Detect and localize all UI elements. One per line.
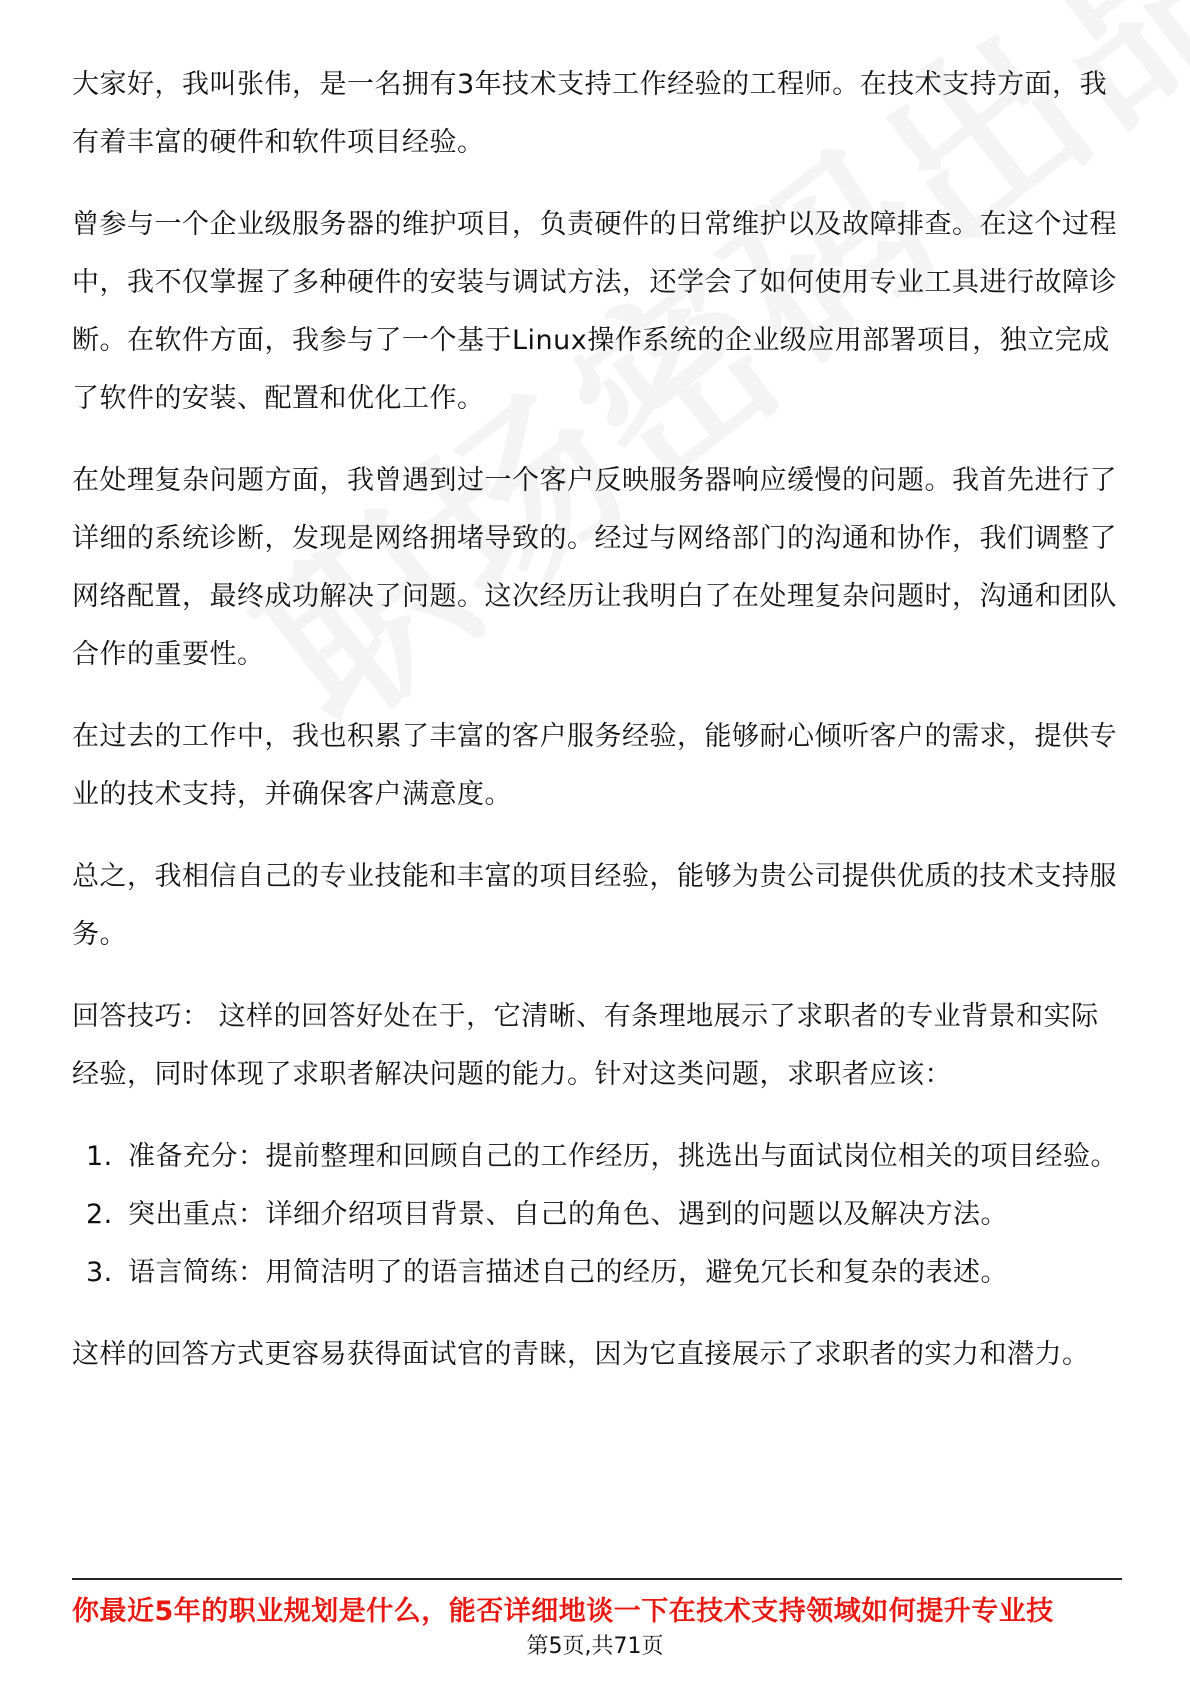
answer-tips-intro: 回答技巧： 这样的回答好处在于，它清晰、有条理地展示了求职者的专业背景和实际经验，同时体现了求职者解决问题的能力。针对这类问题，求职者应该： — [72, 1001, 1099, 1090]
list-item — [72, 1128, 1122, 1186]
list-item-number: 3. — [86, 1257, 113, 1288]
page-number: 第5页,共71页 — [526, 1634, 664, 1659]
list-item-text: 准备充分：提前整理和回顾自己的工作经历，挑选出与面试岗位相关的项目经验。 — [128, 1141, 1118, 1172]
answer-paragraph-projects: 曾参与一个企业级服务器的维护项目，负责硬件的日常维护以及故障排查。在这个过程中，我不仅掌握了多种硬件的安装与调试方法，还学会了如何使用专业工具进行故障诊断。在软件方面，我参与了一个基于Linux操作系统的企业级应用部署项目，独立完成了软件的安装、配置和优化工作。 — [72, 209, 1117, 414]
answer-paragraph-problem-solving: 在处理复杂问题方面，我曾遇到过一个客户反映服务器响应缓慢的问题。我首先进行了详细的系统诊断，发现是网络拥堵导致的。经过与网络部门的沟通和协作，我们调整了网络配置，最终成功解决了问题。这次经历让我明白了在处理复杂问题时，沟通和团队合作的重要性。 — [72, 465, 1117, 670]
answer-paragraph-customer-service: 在过去的工作中，我也积累了丰富的客户服务经验，能够耐心倾听客户的需求，提供专业的技术支持，并确保客户满意度。 — [72, 721, 1117, 810]
next-question-heading: 你最近5年的职业规划是什么，能否详细地谈一下在技术支持领域如何提升专业技 — [72, 1596, 1054, 1627]
section-divider — [72, 1578, 1122, 1580]
list-item-text: 突出重点：详细介绍项目背景、自己的角色、遇到的问题以及解决方法。 — [128, 1199, 1008, 1230]
list-item — [72, 1186, 1122, 1244]
answer-paragraph-intro: 大家好，我叫张伟，是一名拥有3年技术支持工作经验的工程师。在技术支持方面，我有着丰富的硬件和软件项目经验。 — [72, 69, 1108, 158]
list-item — [72, 1244, 1122, 1302]
tips-list — [72, 1128, 1122, 1302]
list-item-number: 2. — [86, 1199, 113, 1230]
list-item-number: 1. — [86, 1141, 113, 1172]
list-item-text: 语言简练：用简洁明了的语言描述自己的经历，避免冗长和复杂的表述。 — [128, 1257, 1008, 1288]
closing-paragraph: 这样的回答方式更容易获得面试官的青睐，因为它直接展示了求职者的实力和潜力。 — [72, 1339, 1090, 1370]
answer-paragraph-summary: 总之，我相信自己的专业技能和丰富的项目经验，能够为贵公司提供优质的技术支持服务。 — [72, 861, 1117, 950]
answer-content — [72, 56, 1122, 1408]
